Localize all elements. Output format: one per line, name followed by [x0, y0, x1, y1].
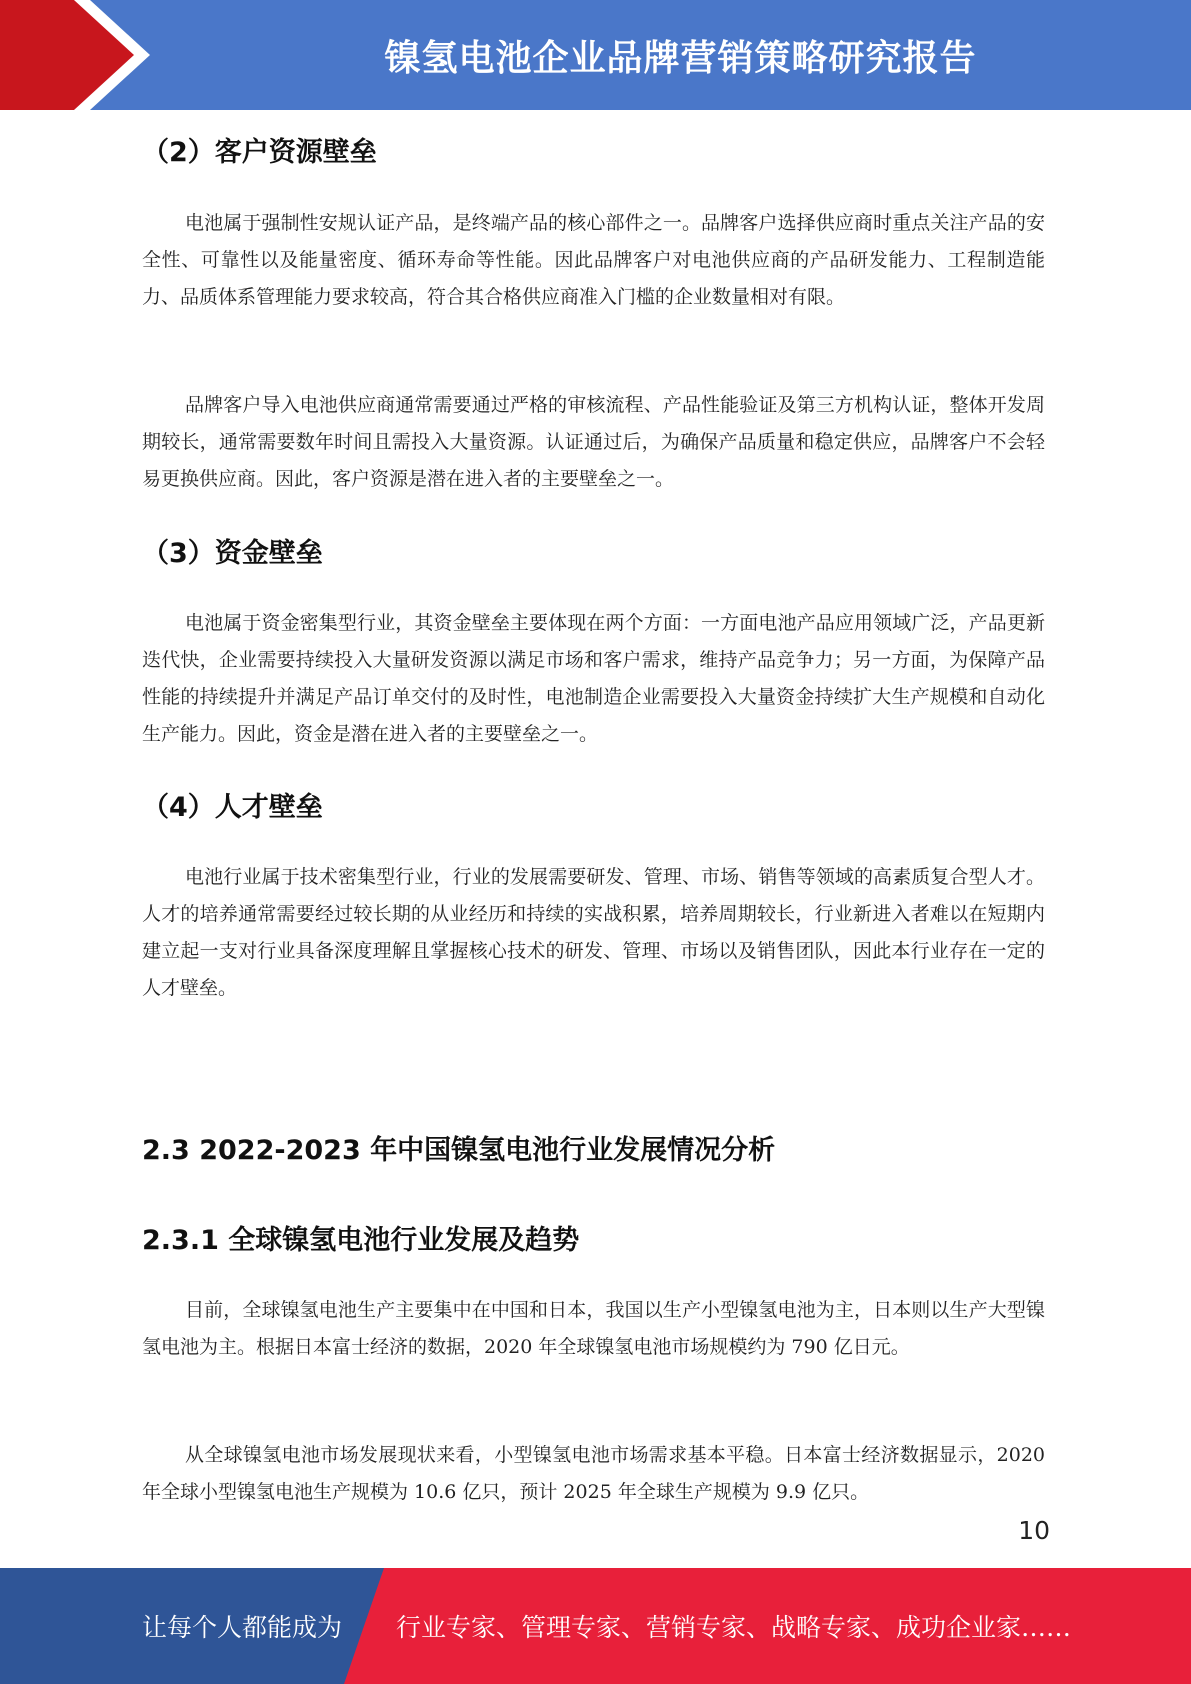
section-heading-2-3-1: 2.3.1 全球镍氢电池行业发展及趋势: [142, 1225, 580, 1256]
paragraph-capital-barrier: 电池属于资金密集型行业，其资金壁垒主要体现在两个方面：一方面电池产品应用领域广泛，产品更新迭代快，企业需要持续投入大量研发资源以满足市场和客户需求，维持产品竞争力；另一方面，为保障产品性能的持续提升并满足产品订单交付的及时性，电池制造企业需要投入大量资金持续扩大生产规模和自动化生产能力。因此，资金是潜在进入者的主要壁垒之一。: [142, 612, 1045, 745]
page-header: [0, 0, 1191, 110]
header-chevron-icon: [0, 0, 160, 110]
header-title: 镍氢电池企业品牌营销策略研究报告: [384, 37, 977, 79]
paragraph-talent-barrier: 电池行业属于技术密集型行业，行业的发展需要研发、管理、市场、销售等领域的高素质复合型人才。人才的培养通常需要经过较长期的从业经历和持续的实战积累，培养周期较长，行业新进入者难以在短期内建立起一支对行业具备深度理解且掌握核心技术的研发、管理、市场以及销售团队，因此本行业存在一定的人才壁垒。: [142, 866, 1045, 999]
section-heading-capital-barrier: （3）资金壁垒: [142, 538, 323, 569]
paragraph-global-market-2: 从全球镍氢电池市场发展现状来看，小型镍氢电池市场需求基本平稳。日本富士经济数据显示，2020 年全球小型镍氢电池生产规模为 10.6 亿只，预计 2025 年全球生产规模为 9.9 亿只。: [142, 1444, 1045, 1503]
page-footer: [0, 1568, 1191, 1684]
page-number: 10: [1018, 1516, 1050, 1545]
paragraph-global-market-1: 目前，全球镍氢电池生产主要集中在中国和日本，我国以生产小型镍氢电池为主，日本则以生产大型镍氢电池为主。根据日本富士经济的数据，2020 年全球镍氢电池市场规模约为 790 亿日元。: [142, 1299, 1045, 1358]
paragraph-customer-barrier-2: 品牌客户导入电池供应商通常需要通过严格的审核流程、产品性能验证及第三方机构认证，整体开发周期较长，通常需要数年时间且需投入大量资源。认证通过后，为确保产品质量和稳定供应，品牌客户不会轻易更换供应商。因此，客户资源是潜在进入者的主要壁垒之一。: [142, 394, 1045, 490]
footer-slogan-left: 让每个人都能成为: [142, 1613, 343, 1642]
paragraph-customer-barrier-1: 电池属于强制性安规认证产品，是终端产品的核心部件之一。品牌客户选择供应商时重点关注产品的安全性、可靠性以及能量密度、循环寿命等性能。因此品牌客户对电池供应商的产品研发能力、工程制造能力、品质体系管理能力要求较高，符合其合格供应商准入门槛的企业数量相对有限。: [142, 212, 1045, 308]
section-heading-customer-barrier: （2）客户资源壁垒: [142, 137, 377, 168]
section-heading-2-3: 2.3 2022-2023 年中国镍氢电池行业发展情况分析: [142, 1135, 776, 1166]
section-heading-talent-barrier: （4）人才壁垒: [142, 792, 323, 823]
footer-slogan-right: 行业专家、管理专家、营销专家、战略专家、成功企业家……: [396, 1613, 1072, 1642]
